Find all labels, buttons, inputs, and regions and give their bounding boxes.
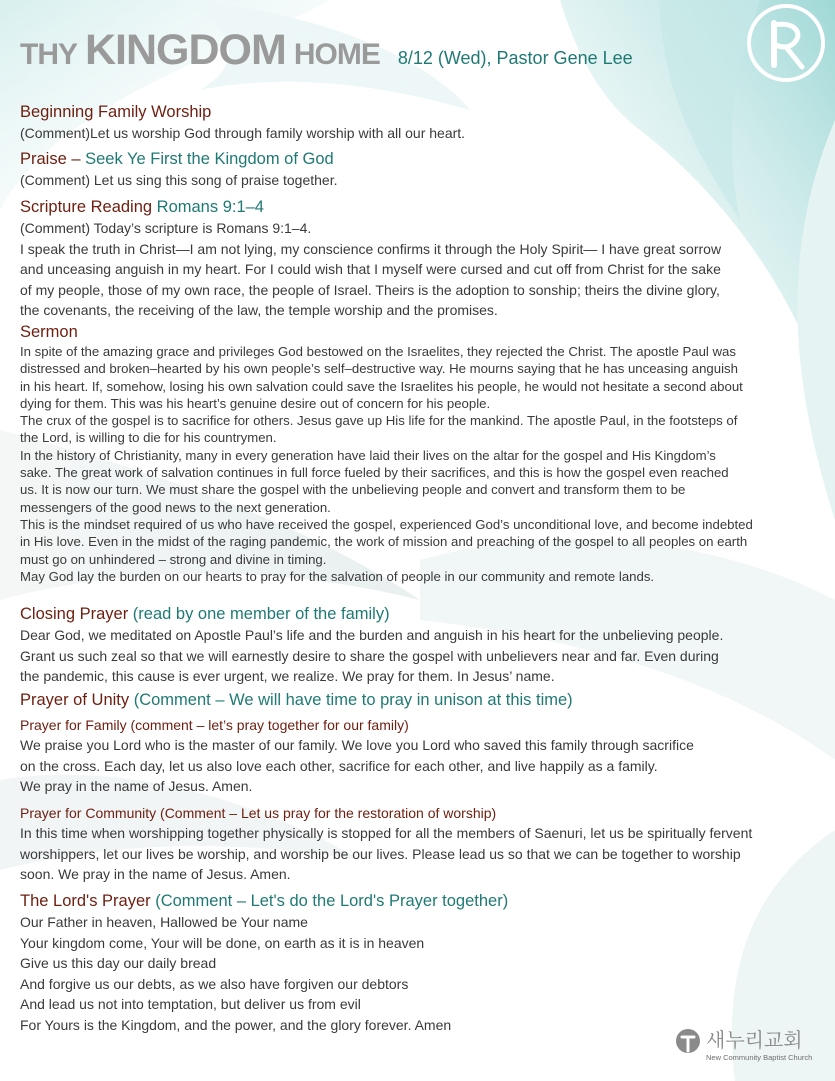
section-praise: [20, 148, 338, 191]
praise-comment: (Comment) Let us sing this song of praise together.: [20, 172, 338, 188]
sermon-line: May God lay the burden on our hearts to pray for the salvation of people in our community and remote lands.: [20, 568, 655, 584]
sermon-title: Sermon: [20, 323, 78, 341]
section-closing-prayer: [20, 603, 723, 687]
sermon-line: dying for them. This was his heart’s genuine desire out of concern for his people.: [20, 395, 491, 411]
sermon-line: This is the mindset required of us who have received the gospel, experienced God’s unconditional love, and become indebted: [20, 516, 753, 532]
church-name-english: New Community Baptist Church: [706, 1053, 813, 1062]
praise-song: Seek Ye First the Kingdom of God: [85, 150, 334, 168]
community-prayer-line: soon. We pray in the name of Jesus. Amen.: [20, 866, 291, 882]
sermon-line: messengers of the good news to the next generation.: [20, 499, 331, 515]
brand-thy: THY: [20, 38, 77, 71]
sermon-line: distressed and broken–hearted by his own people’s self–destructive way. He mourns saying that he has unceasing anguish: [20, 361, 738, 377]
sermon-line: sake. The great work of salvation continues in full force fueled by their sacrifices, and this is how the gospel even reached: [20, 465, 729, 481]
lords-prayer-line: And forgive us our debts, as we also have forgiven our debtors: [20, 975, 409, 992]
scripture-heading: [20, 196, 721, 218]
beginning-title: Beginning Family Worship: [20, 103, 212, 121]
beginning-comment: (Comment)Let us worship God through family worship with all our heart.: [20, 125, 466, 141]
sermon-line: The crux of the gospel is to sacrifice for others. Jesus gave up His life for the mankind. The apostle Paul, in the footsteps of: [20, 413, 738, 429]
section-prayer-for-family: [20, 715, 694, 797]
closing-line: the pandemic, this cause is ever urgent, we realize. We pray for them. In Jesus’ name.: [20, 668, 555, 684]
closing-note: (read by one member of the family): [132, 605, 390, 623]
closing-heading: [20, 603, 723, 625]
church-logo: [676, 1023, 826, 1063]
lords-prayer-line: Your kingdom come, Your will be done, on earth as it is in heaven: [20, 934, 425, 951]
section-beginning: [20, 101, 465, 144]
brand-home: HOME: [293, 38, 380, 71]
praise-heading: [20, 148, 338, 170]
thy-kingdom-home-logo: [746, 3, 826, 83]
sermon-line: us. It is now our turn. We must share the gospel with the unbelieving people and convert and transform them to be: [20, 482, 686, 498]
unity-label: Prayer of Unity: [20, 691, 134, 709]
community-prayer-line: worshippers, let our lives be worship, and worship be our lives. Please lead us so that we can be together to worship: [20, 845, 741, 862]
lords-prayer-line: Our Father in heaven, Hallowed be Your name: [20, 914, 308, 930]
lords-prayer-line: For Yours is the Kingdom, and the power, and the glory forever. Amen: [20, 1016, 452, 1033]
brand-kingdom: KINGDOM: [85, 26, 286, 74]
sermon-line: in His love. Even in the midst of the raging pandemic, the work of mission and preaching of the gospel to all peoples on earth: [20, 534, 748, 550]
family-prayer-line: We pray in the name of Jesus. Amen.: [20, 778, 253, 794]
scripture-reference: Romans 9:1–4: [156, 198, 264, 216]
community-prayer-line: In this time when worshipping together physically is stopped for all the members of Saenuri, let us be spiritually fervent: [20, 825, 753, 841]
page-header: [20, 26, 633, 76]
lords-prayer-label: The Lord's Prayer: [20, 892, 156, 910]
scripture-line: of my people, those of my own race, the people of Israel. Theirs is the adoption to sonship; theirs the divine glory,: [20, 281, 720, 298]
church-name-korean: 새누리교회: [706, 1028, 803, 1052]
section-scripture: [20, 196, 721, 321]
section-sermon: [20, 321, 753, 585]
section-prayer-for-community: [20, 803, 752, 885]
closing-label: Closing Prayer: [20, 605, 133, 623]
sermon-line: In spite of the amazing grace and privileges God bestowed on the Israelites, they rejected the Christ. The apostle Paul was: [20, 344, 736, 359]
lords-prayer-line: And lead us not into temptation, but deliver us from evil: [20, 996, 361, 1012]
unity-heading: [20, 689, 573, 711]
scripture-line: and unceasing anguish in my heart. For I could wish that I myself were cursed and cut off from Christ for the sake: [20, 261, 721, 277]
dateline: 8/12 (Wed), Pastor Gene Lee: [397, 48, 633, 68]
family-prayer-title: Prayer for Family (comment – let’s pray together for our family): [20, 717, 409, 733]
scripture-line: the covenants, the receiving of the law, the temple worship and the promises.: [20, 302, 498, 318]
closing-line: Grant us such zeal so that we will earnestly desire to share the gospel with unbelievers near and far. Even during: [20, 647, 719, 664]
lords-prayer-line: Give us this day our daily bread: [20, 955, 217, 971]
lords-prayer-note: (Comment – Let's do the Lord's Prayer together): [155, 892, 509, 910]
sermon-line: in his heart. If, somehow, losing his own salvation could save the Israelites his people, he would not hesitate a second about: [20, 378, 743, 394]
community-prayer-title: Prayer for Community (Comment – Let us pray for the restoration of worship): [20, 805, 497, 821]
sermon-line: must go on unhindered – strong and divine in timing.: [20, 551, 327, 567]
section-prayer-of-unity: [20, 689, 573, 711]
family-prayer-line: We praise you Lord who is the master of our family. We love you Lord who saved this family through sacrifice: [20, 737, 694, 753]
scripture-line: I speak the truth in Christ—I am not lying, my conscience confirms it through the Holy Spirit— I have great sorrow: [20, 240, 722, 257]
unity-note: (Comment – We will have time to pray in unison at this time): [133, 691, 573, 709]
family-prayer-line: on the cross. Each day, let us also love each other, sacrifice for each other, and live happily as a family.: [20, 757, 658, 774]
sermon-line: the Lord, is willing to die for his countrymen.: [20, 430, 277, 446]
scripture-comment: (Comment) Today’s scripture is Romans 9:1–4.: [20, 220, 312, 236]
section-lords-prayer: [20, 890, 508, 1035]
sermon-line: In the history of Christianity, many in every generation have laid their lives on the altar for the gospel and His Kingdom’s: [20, 447, 716, 463]
lords-prayer-heading: [20, 890, 508, 912]
praise-label: Praise –: [20, 150, 86, 168]
scripture-label: Scripture Reading: [20, 198, 157, 216]
closing-line: Dear God, we meditated on Apostle Paul’s life and the burden and anguish in his heart for the unbelieving people.: [20, 627, 724, 643]
